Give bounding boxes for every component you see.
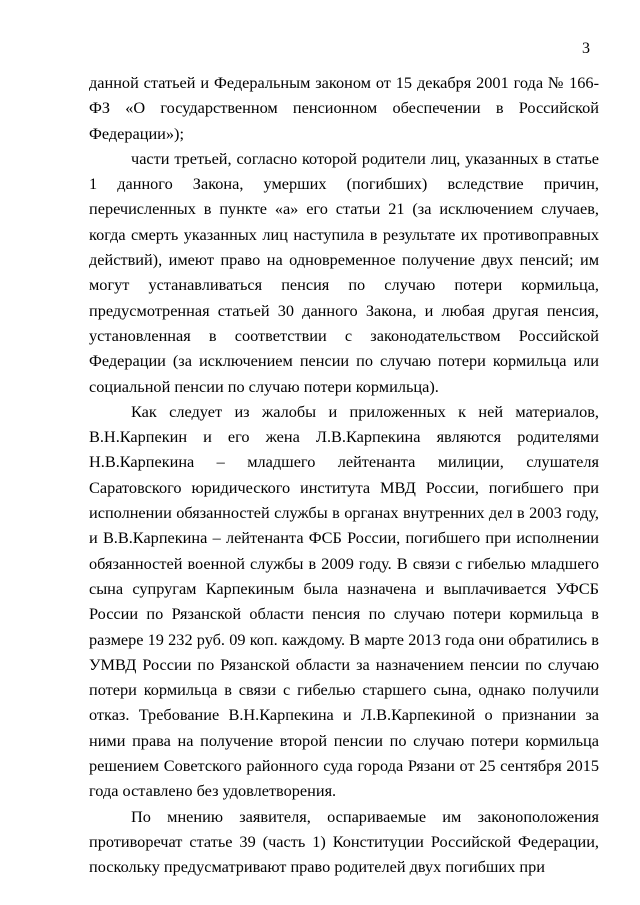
paragraph-part-three: части третьей, согласно которой родители лиц, указанных в статье 1 данного Закона, умерших (погибших) вследствие причин, перечисленных в пункте «а» его статьи 21 (за исключением случаев, когда смерть указанных лиц наступила в результате их противоправных действий), имеют право на одновременное получение двух пенсий; им могут устанавливаться пенсия по случаю потери кормильца, предусмотренная статьей 30 данного Закона, и любая другая пенсия, установленная в соответствии с законодательством Российской Федерации (за исключением пенсии по случаю потери кормильца или социальной пенсии по случаю потери кормильца). — [89, 148, 599, 396]
document-body — [89, 70, 599, 880]
page-number: 3 — [582, 40, 590, 57]
paragraph-continuation: данной статьей и Федеральным законом от 15 декабря 2001 года № 166-ФЗ «О государственном пенсионном обеспечении в Российской Федерации»); — [89, 73, 599, 143]
paragraph-applicant-opinion: По мнению заявителя, оспариваемые им законоположения противоречат статье 39 (часть 1) Конституции Российской Федерации, поскольку предусматривают право родителей двух погибших при — [89, 806, 599, 877]
paragraph-complaint-facts: Как следует из жалобы и приложенных к ней материалов, В.Н.Карпекин и его жена Л.В.Карпекина являются родителями Н.В.Карпекина – младшего лейтенанта милиции, слушателя Саратовского юридического института МВД России, погибшего при исполнении обязанностей службы в органах внутренних дел в 2003 году, и В.В.Карпекина – лейтенанта ФСБ России, погибшего при исполнении обязанностей военной службы в 2009 году. В связи с гибелью младшего сына супругам Карпекиным была назначена и выплачивается УФСБ России по Рязанской области пенсия по случаю потери кормильца в размере 19 232 руб. 09 коп. каждому. В марте 2013 года они обратились в УМВД России по Рязанской области за назначением пенсии по случаю потери кормильца в связи с гибелью старшего сына, однако получили отказ. Требование В.Н.Карпекина и Л.В.Карпекиной о признании за ними права на получение второй пенсии по случаю потери кормильца решением Советского районного суда города Рязани от 25 сентября 2015 года оставлено без удовлетворения. — [89, 401, 599, 801]
